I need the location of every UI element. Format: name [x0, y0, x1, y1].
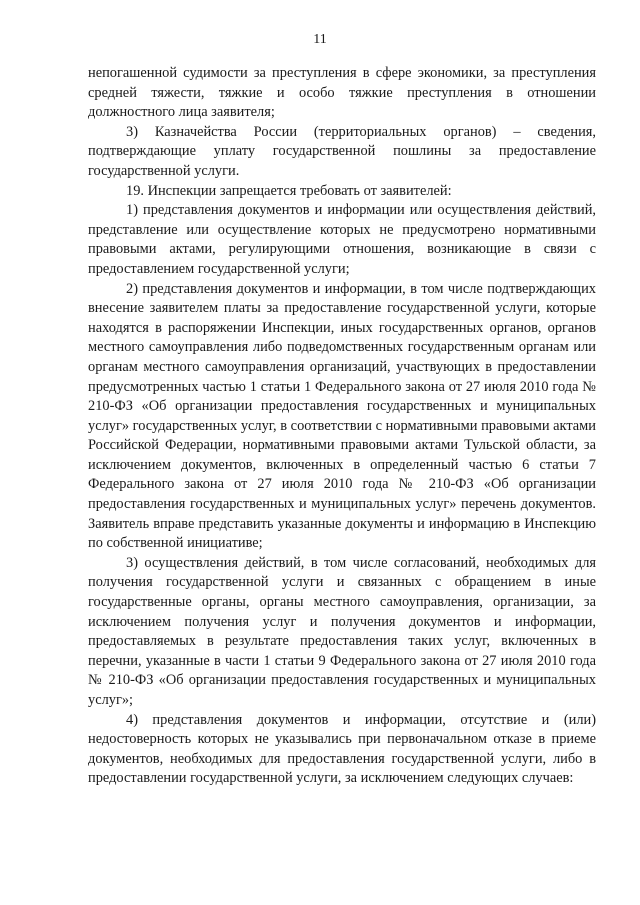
paragraph-treasury-info: 3) Казначейства России (территориальных органов) – сведения, подтверждающие уплату государственной пошлины за предоставление государственной услуги. [88, 123, 596, 179]
page-number: 11 [313, 32, 327, 47]
paragraph-item-1: 1) представления документов и информации или осуществления действий, представление или осуществление которых не предусмотрено нормативными правовыми актами, регулирующими отношения, возникающие в связи с предоставлением государственной услуги; [88, 202, 596, 277]
paragraph-item-4: 4) представления документов и информации, отсутствие и (или) недостоверность которых не указывались при первоначальном отказе в приеме документов, необходимых для предоставления государственной услуги, либо в предоставлении государственной услуги, за исключением следующих случаев: [88, 711, 596, 787]
paragraph-continuation: непогашенной судимости за преступления в сфере экономики, за преступления средней тяжести, тяжкие и особо тяжкие преступления в отношении должностного лица заявителя; [88, 65, 596, 121]
paragraph-item-2: 2) представления документов и информации, в том числе подтверждающих внесение заявителем платы за предоставление государственной услуги, которые находятся в распоряжении Инспекции, иных государственных органов, органов местного самоуправления либо подведомственных государственным органам или органам местного самоуправления организаций, участвующих в предоставлении предусмотренных частью 1 статьи 1 Федерального закона от 27 июля 2010 года № 210-ФЗ «Об организации предоставления государственных и муниципальных услуг» государственных услуг, в соответствии с нормативными правовыми актами Российской Федерации, нормативными правовыми актами Тульской области, за исключением документов, включенных в определенный частью 6 статьи 7 Федерального закона от 27 июля 2010 года № 210-ФЗ «Об организации предоставления государственных и муниципальных услуг» перечень документов. Заявитель вправе представить указанные документы и информацию в Инспекцию по собственной инициативе; [88, 280, 596, 552]
paragraph-section-19: 19. Инспекции запрещается требовать от заявителей: [126, 182, 452, 199]
document-body [88, 64, 596, 789]
paragraph-item-3: 3) осуществления действий, в том числе согласований, необходимых для получения государственной услуги и связанных с обращением в иные государственные органы, органы местного самоуправления, организации, за исключением получения услуг и получения документов и информации, предоставляемых в результате предоставления таких услуг, включенных в перечни, указанные в части 1 статьи 9 Федерального закона от 27 июля 2010 года № 210-ФЗ «Об организации предоставления государственных и муниципальных услуг»; [88, 554, 596, 708]
